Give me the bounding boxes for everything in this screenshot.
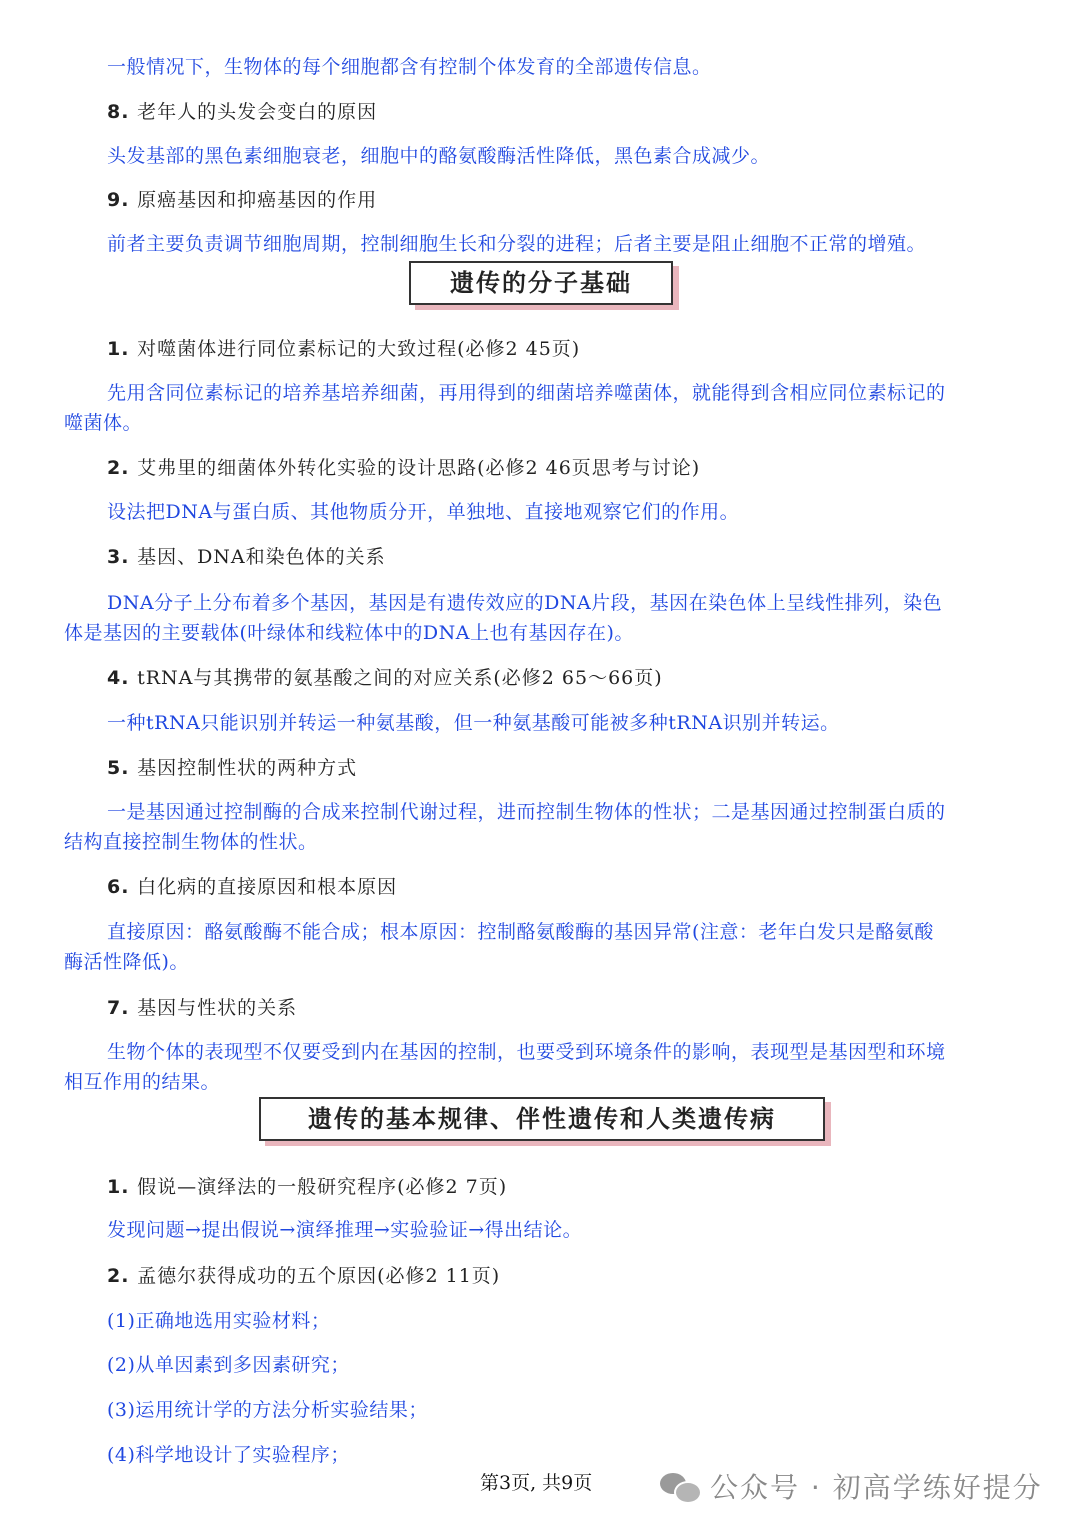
question-number: 8. (107, 101, 138, 123)
answer-text: 生物个体的表现型不仅要受到内在基因的控制，也要受到环境条件的影响，表现型是基因型和环境 (107, 1041, 946, 1063)
question-text: 基因、DNA和染色体的关系 (137, 546, 386, 568)
answer-text: 先用含同位素标记的培养基培养细菌，再用得到的细菌培养噬菌体，就能得到含相应同位素标记的 (107, 382, 946, 404)
question-number: 1. (107, 1176, 138, 1198)
question-text: 孟德尔获得成功的五个原因(必修2 11页) (137, 1265, 501, 1287)
answer-text: 发现问题→提出假说→演绎推理→实验验证→得出结论。 (107, 1219, 583, 1241)
watermark-text: 公众号 · 初高学练好提分 (710, 1471, 1043, 1504)
question-number: 7. (107, 997, 138, 1019)
question-text: tRNA与其携带的氨基酸之间的对应关系(必修2 65～66页) (137, 667, 663, 689)
question-number: 1. (107, 338, 138, 360)
answer-text-continued: 相互作用的结果。 (64, 1071, 221, 1093)
question-number: 9. (107, 189, 138, 211)
answer-text: (1)正确地选用实验材料； (107, 1310, 331, 1332)
answer-text-continued: 体是基因的主要载体(叶绿体和线粒体中的DNA上也有基因存在)。 (64, 622, 634, 644)
question-number: 3. (107, 546, 138, 568)
answer-text-continued: 噬菌体。 (64, 412, 143, 434)
question-item (107, 872, 1080, 902)
question-item (107, 185, 1080, 215)
question-item (107, 663, 1080, 693)
question-item (107, 334, 1080, 364)
answer-text: DNA分子上分布着多个基因，基因是有遗传效应的DNA片段，基因在染色体上呈线性排列，染色 (107, 592, 943, 614)
watermark (660, 1466, 1043, 1506)
section-title: 遗传的分子基础 (450, 269, 632, 297)
question-item (107, 1172, 1080, 1202)
answer-text-continued: 结构直接控制生物体的性状。 (64, 831, 318, 853)
answer-text: 一种tRNA只能识别并转运一种氨基酸，但一种氨基酸可能被多种tRNA识别并转运。 (107, 712, 840, 734)
question-text: 原癌基因和抑癌基因的作用 (137, 189, 378, 211)
answer-text: 一是基因通过控制酶的合成来控制代谢过程，进而控制生物体的性状；二是基因通过控制蛋白质的 (107, 801, 946, 823)
page-number: 第3页, 共9页 (480, 1472, 593, 1494)
answer-text-continued: 酶活性降低)。 (64, 951, 189, 973)
question-text: 艾弗里的细菌体外转化实验的设计思路(必修2 46页思考与讨论) (137, 457, 701, 479)
answer-text: (4)科学地设计了实验程序； (107, 1444, 350, 1466)
question-number: 6. (107, 876, 138, 898)
question-number: 2. (107, 457, 138, 479)
answer-text: 直接原因：酪氨酸酶不能合成；根本原因：控制酪氨酸酶的基因异常(注意：老年白发只是酪氨酸 (107, 921, 934, 943)
question-text: 对噬菌体进行同位素标记的大致过程(必修2 45页) (137, 338, 581, 360)
question-text: 基因控制性状的两种方式 (137, 757, 358, 779)
question-text: 假说—演绎法的一般研究程序(必修2 7页) (137, 1176, 508, 1198)
question-item (107, 753, 1080, 783)
question-text: 基因与性状的关系 (137, 997, 298, 1019)
question-item (107, 542, 1080, 572)
section-heading-molecular-basis (409, 261, 673, 305)
question-item (107, 993, 1080, 1023)
section-title: 遗传的基本规律、伴性遗传和人类遗传病 (308, 1105, 776, 1133)
answer-text: 前者主要负责调节细胞周期，控制细胞生长和分裂的进程；后者主要是阻止细胞不正常的增殖。 (107, 233, 927, 255)
question-item (107, 97, 1080, 127)
question-item (107, 453, 1080, 483)
answer-text: (2)从单因素到多因素研究； (107, 1354, 350, 1376)
answer-text: (3)运用统计学的方法分析实验结果； (107, 1399, 428, 1421)
question-item (107, 1261, 1080, 1291)
question-text: 老年人的头发会变白的原因 (137, 101, 378, 123)
answer-text: 头发基部的黑色素细胞衰老，细胞中的酪氨酸酶活性降低，黑色素合成减少。 (107, 145, 771, 167)
section-heading-genetics-laws (259, 1097, 825, 1141)
wechat-icon (660, 1471, 700, 1501)
question-number: 4. (107, 667, 138, 689)
answer-text: 一般情况下，生物体的每个细胞都含有控制个体发育的全部遗传信息。 (107, 56, 712, 78)
question-text: 白化病的直接原因和根本原因 (137, 876, 398, 898)
question-number: 2. (107, 1265, 138, 1287)
question-number: 5. (107, 757, 138, 779)
answer-text: 设法把DNA与蛋白质、其他物质分开，单独地、直接地观察它们的作用。 (107, 501, 740, 523)
